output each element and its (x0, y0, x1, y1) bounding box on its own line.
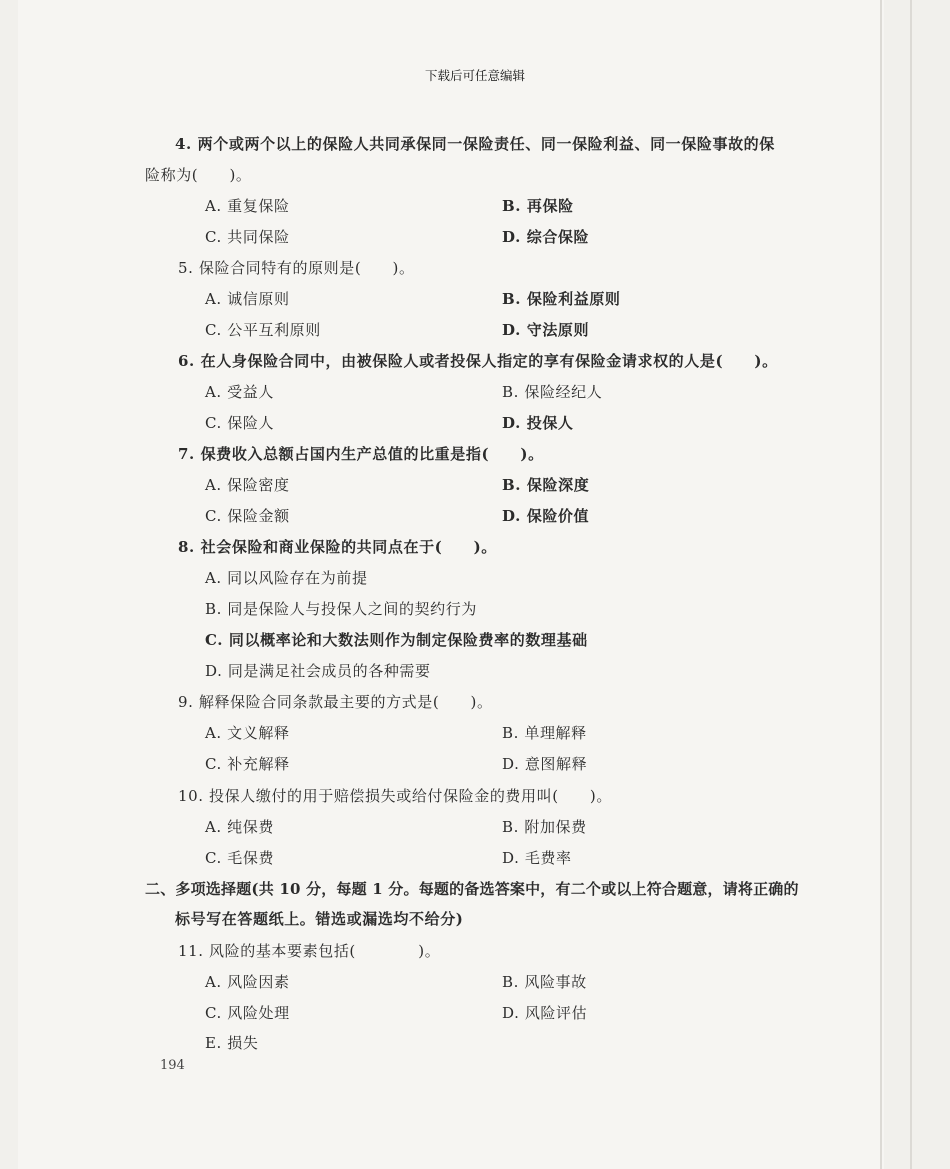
q8-stem: 8. 社会保险和商业保险的共同点在于( )。 (178, 538, 497, 556)
q10-option-b: B. 附加保费 (502, 818, 587, 836)
q9-option-b: B. 单理解释 (502, 724, 587, 742)
q4-option-b: B. 再保险 (502, 197, 574, 215)
q11-option-b: B. 风险事故 (502, 973, 587, 991)
q4-stem-line2: 险称为( )。 (145, 166, 252, 184)
q4-option-d: D. 综合保险 (502, 228, 590, 246)
section2-title-line1: 二、多项选择题(共 10 分，每题 1 分。每题的备选答案中，有二个或以上符合题意，请将正确的 (145, 880, 799, 898)
q5-option-a: A. 诚信原则 (205, 290, 290, 308)
q5-option-b: B. 保险利益原则 (502, 290, 621, 308)
q7-option-a: A. 保险密度 (205, 476, 290, 494)
q10-option-d: D. 毛费率 (502, 849, 572, 867)
section2-title-line2: 标号写在答题纸上。错选或漏选均不给分) (175, 910, 464, 928)
q7-option-b: B. 保险深度 (502, 476, 590, 494)
q6-option-d: D. 投保人 (502, 414, 574, 432)
q6-option-b: B. 保险经纪人 (502, 383, 603, 401)
q7-option-d: D. 保险价值 (502, 507, 590, 525)
q10-option-a: A. 纯保费 (205, 818, 274, 836)
q8-option-c: C. 同以概率论和大数法则作为制定保险费率的数理基础 (205, 631, 588, 649)
page-edge-outer (910, 0, 912, 1169)
page-header: 下载后可任意编辑 (424, 68, 525, 83)
q11-option-e: E. 损失 (205, 1034, 259, 1052)
q6-option-c: C. 保险人 (205, 414, 275, 432)
q11-option-a: A. 风险因素 (205, 973, 290, 991)
q8-option-a: A. 同以风险存在为前提 (205, 569, 368, 587)
q5-option-d: D. 守法原则 (502, 321, 590, 339)
q5-option-c: C. 公平互利原则 (205, 321, 321, 339)
q4-stem-line1: 4. 两个或两个以上的保险人共同承保同一保险责任、同一保险利益、同一保险事故的保 (175, 135, 775, 153)
q6-stem: 6. 在人身保险合同中，由被保险人或者投保人指定的享有保险金请求权的人是( )。 (178, 352, 778, 370)
q6-option-a: A. 受益人 (205, 383, 274, 401)
q9-option-a: A. 文义解释 (205, 724, 290, 742)
q9-option-c: C. 补充解释 (205, 755, 290, 773)
q7-stem: 7. 保费收入总额占国内生产总值的比重是指( )。 (178, 445, 544, 463)
q8-option-d: D. 同是满足社会成员的各种需要 (205, 662, 431, 680)
q11-option-c: C. 风险处理 (205, 1004, 290, 1022)
q9-option-d: D. 意图解释 (502, 755, 588, 773)
q9-stem: 9. 解释保险合同条款最主要的方式是( )。 (178, 693, 493, 711)
q8-option-b: B. 同是保险人与投保人之间的契约行为 (205, 600, 477, 618)
q11-stem: 11. 风险的基本要素包括( )。 (178, 942, 441, 960)
q11-option-d: D. 风险评估 (502, 1004, 588, 1022)
q4-option-c: C. 共同保险 (205, 228, 290, 246)
q4-option-a: A. 重复保险 (205, 197, 290, 215)
page-number: 194 (160, 1058, 185, 1073)
q10-stem: 10. 投保人缴付的用于赔偿损失或给付保险金的费用叫( )。 (178, 787, 612, 805)
q7-option-c: C. 保险金额 (205, 507, 290, 525)
page-edge-right (880, 0, 882, 1169)
q10-option-c: C. 毛保费 (205, 849, 275, 867)
q5-stem: 5. 保险合同特有的原则是( )。 (178, 259, 415, 277)
